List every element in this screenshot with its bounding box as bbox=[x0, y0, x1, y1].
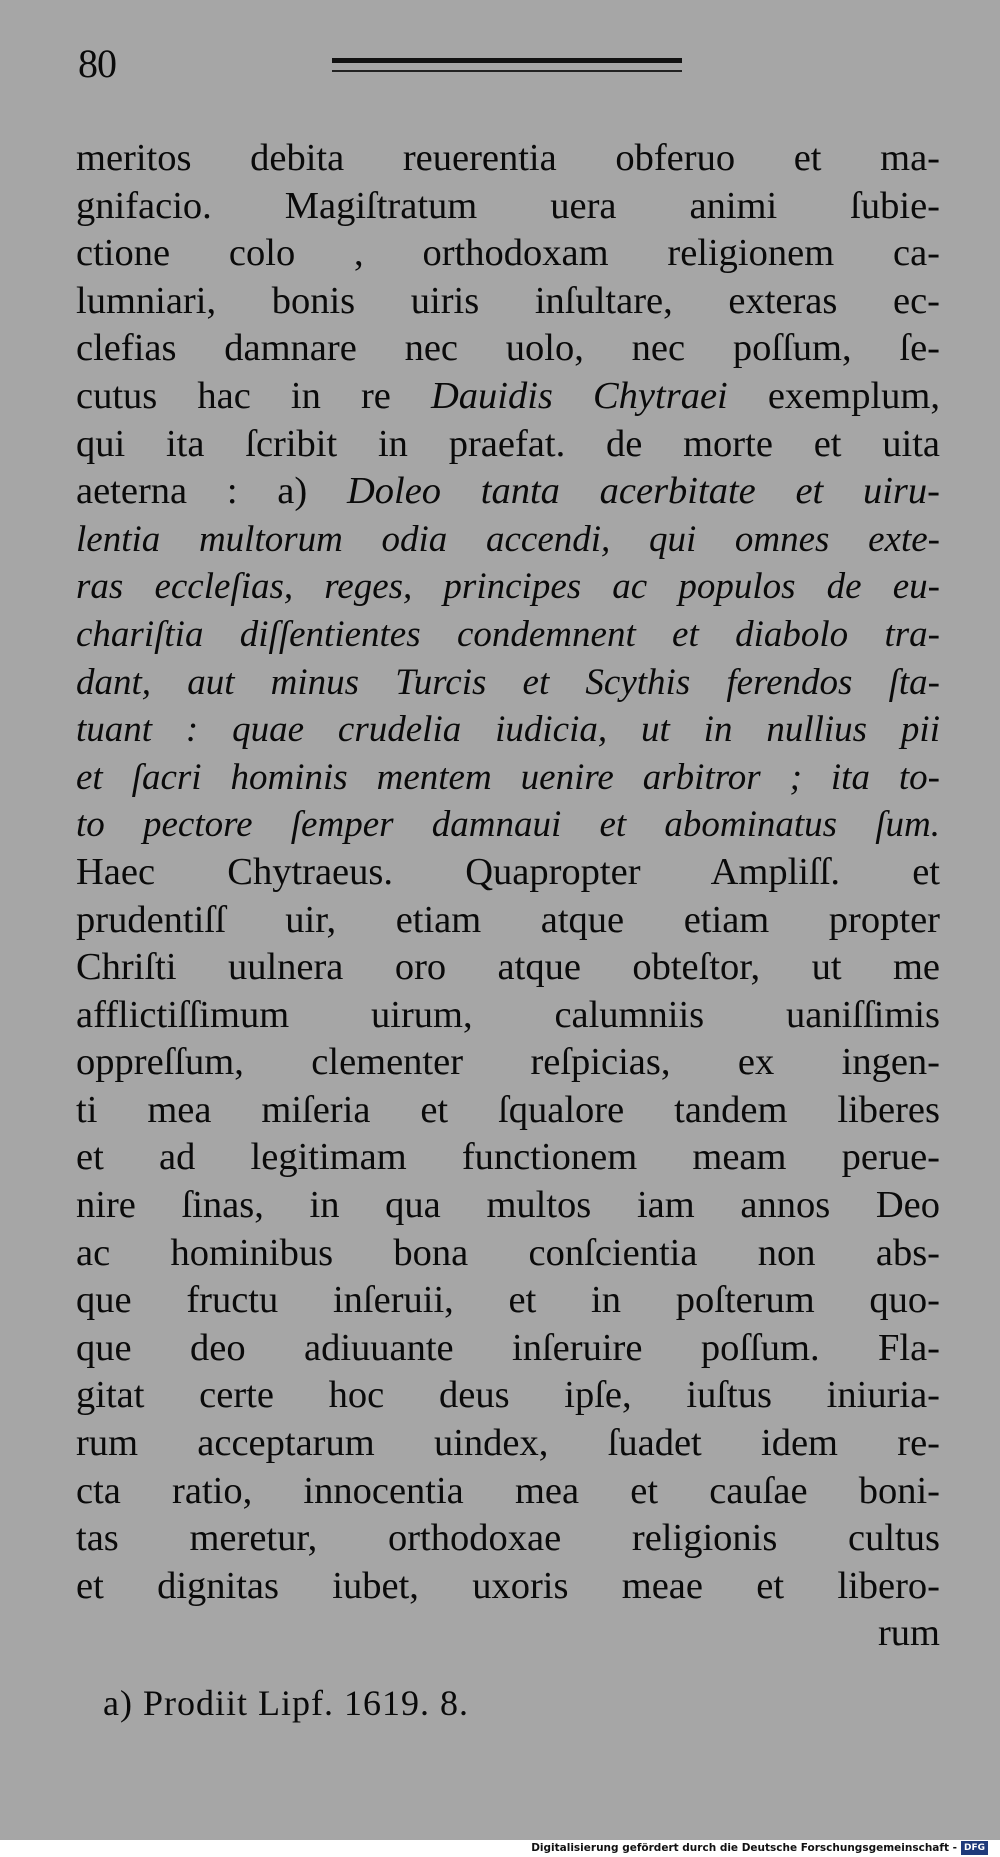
text-line bbox=[76, 1468, 940, 1516]
text-segment: gitat certe hoc deus ipſe, iuſtus iniuria- bbox=[76, 1374, 940, 1417]
digitization-credit bbox=[531, 1839, 988, 1857]
text-line bbox=[76, 1610, 940, 1658]
text-line bbox=[76, 373, 940, 421]
text-segment: rum acceptarum uindex, ſuadet idem re- bbox=[76, 1422, 940, 1465]
text-line bbox=[76, 468, 940, 516]
italic-text-segment: Dauidis Chytraei bbox=[430, 374, 728, 417]
text-line bbox=[76, 1420, 940, 1468]
text-line bbox=[76, 230, 940, 278]
text-line bbox=[76, 135, 940, 183]
text-segment: clefias damnare nec uolo, nec poſſum, ſe- bbox=[76, 327, 940, 370]
header-rule bbox=[332, 58, 682, 76]
credit-text: Digitalisierung gefördert durch die Deutsche Forschungsgemeinschaft - bbox=[531, 1842, 957, 1854]
text-line bbox=[76, 421, 940, 469]
header-rule-thick bbox=[332, 58, 682, 63]
text-line bbox=[76, 706, 940, 754]
italic-text-segment: et ſacri hominis mentem uenire arbitror ; ita to- bbox=[76, 756, 940, 798]
italic-text-segment: chariſtia diſſentientes condemnent et diabolo tra- bbox=[76, 613, 940, 655]
text-segment: et ad legitimam functionem meam perue- bbox=[76, 1136, 940, 1179]
text-segment: ti mea miſeria et ſqualore tandem liberes bbox=[76, 1088, 940, 1131]
text-segment: tas meretur, orthodoxae religionis cultus bbox=[76, 1517, 940, 1560]
text-line bbox=[76, 849, 940, 897]
text-segment: Chriſti uulnera oro atque obteſtor, ut me bbox=[76, 946, 940, 989]
italic-text-segment: ras eccleſias, reges, principes ac populos de eu- bbox=[76, 566, 940, 608]
text-line bbox=[76, 897, 940, 945]
text-segment: afflictiſſimum uirum, calumniis uaniſſimis bbox=[76, 993, 940, 1036]
page-number: 80 bbox=[78, 41, 116, 86]
text-line bbox=[76, 1325, 940, 1373]
italic-text-segment: Doleo tanta acerbitate et uiru- bbox=[346, 470, 940, 513]
text-line bbox=[76, 611, 940, 659]
text-line bbox=[76, 278, 940, 326]
text-line bbox=[76, 944, 940, 992]
text-line bbox=[76, 1277, 940, 1325]
text-line bbox=[76, 1134, 940, 1182]
text-line bbox=[76, 1563, 940, 1611]
text-line bbox=[76, 1372, 940, 1420]
text-segment: aeterna : a) bbox=[76, 470, 347, 513]
text-line bbox=[76, 754, 940, 802]
text-segment: gnifacio. Magiſtratum uera animi ſubie- bbox=[76, 184, 940, 227]
text-segment: exemplum, bbox=[727, 374, 940, 417]
text-segment: ctione colo , orthodoxam religionem ca- bbox=[76, 232, 940, 275]
text-line bbox=[76, 516, 940, 564]
text-segment: ac hominibus bona conſcientia non abs- bbox=[76, 1231, 940, 1274]
body-text bbox=[76, 135, 940, 1658]
text-line bbox=[76, 1039, 940, 1087]
text-line bbox=[76, 1182, 940, 1230]
text-line bbox=[76, 325, 940, 373]
text-segment: et dignitas iubet, uxoris meae et libero- bbox=[76, 1564, 940, 1607]
text-line bbox=[76, 992, 940, 1040]
text-segment: prudentiſſ uir, etiam atque etiam propter bbox=[76, 898, 940, 941]
text-segment: oppreſſum, clementer reſpicias, ex ingen- bbox=[76, 1041, 940, 1084]
text-segment: nire ſinas, in qua multos iam annos Deo bbox=[76, 1184, 940, 1227]
text-segment: meritos debita reuerentia obferuo et ma- bbox=[76, 137, 940, 179]
dfg-logo: DFG bbox=[961, 1841, 988, 1855]
text-segment: rum bbox=[877, 1612, 940, 1655]
text-segment: cta ratio, innocentia mea et cauſae boni- bbox=[76, 1469, 940, 1512]
italic-text-segment: dant, aut minus Turcis et Scythis ferendos ſta- bbox=[76, 661, 940, 703]
text-line bbox=[76, 1230, 940, 1278]
text-line bbox=[76, 183, 940, 231]
text-segment: que deo adiuuante inſeruire poſſum. Fla- bbox=[76, 1326, 940, 1369]
text-segment: lumniari, bonis uiris inſultare, exteras ec- bbox=[76, 279, 940, 322]
text-segment: qui ita ſcribit in praefat. de morte et uita bbox=[76, 422, 940, 465]
header-rule-thin bbox=[332, 70, 682, 72]
text-line bbox=[76, 659, 940, 707]
italic-text-segment: tuant : quae crudelia iudicia, ut in nullius pii bbox=[76, 709, 940, 751]
text-segment: cutus hac in re bbox=[76, 374, 431, 417]
text-segment: que fructu inſeruii, et in poſterum quo- bbox=[76, 1279, 940, 1322]
text-line bbox=[76, 1087, 940, 1135]
italic-text-segment: lentia multorum odia accendi, qui omnes exte- bbox=[76, 518, 940, 560]
text-line bbox=[76, 563, 940, 611]
text-segment: Haec Chytraeus. Quapropter Ampliſſ. et bbox=[76, 850, 940, 893]
footnote: a) Prodiit Lipf. 1619. 8. bbox=[103, 1683, 469, 1723]
text-line bbox=[76, 801, 940, 849]
text-line bbox=[76, 1515, 940, 1563]
italic-text-segment: to pectore ſemper damnaui et abominatus ſum. bbox=[76, 804, 940, 846]
